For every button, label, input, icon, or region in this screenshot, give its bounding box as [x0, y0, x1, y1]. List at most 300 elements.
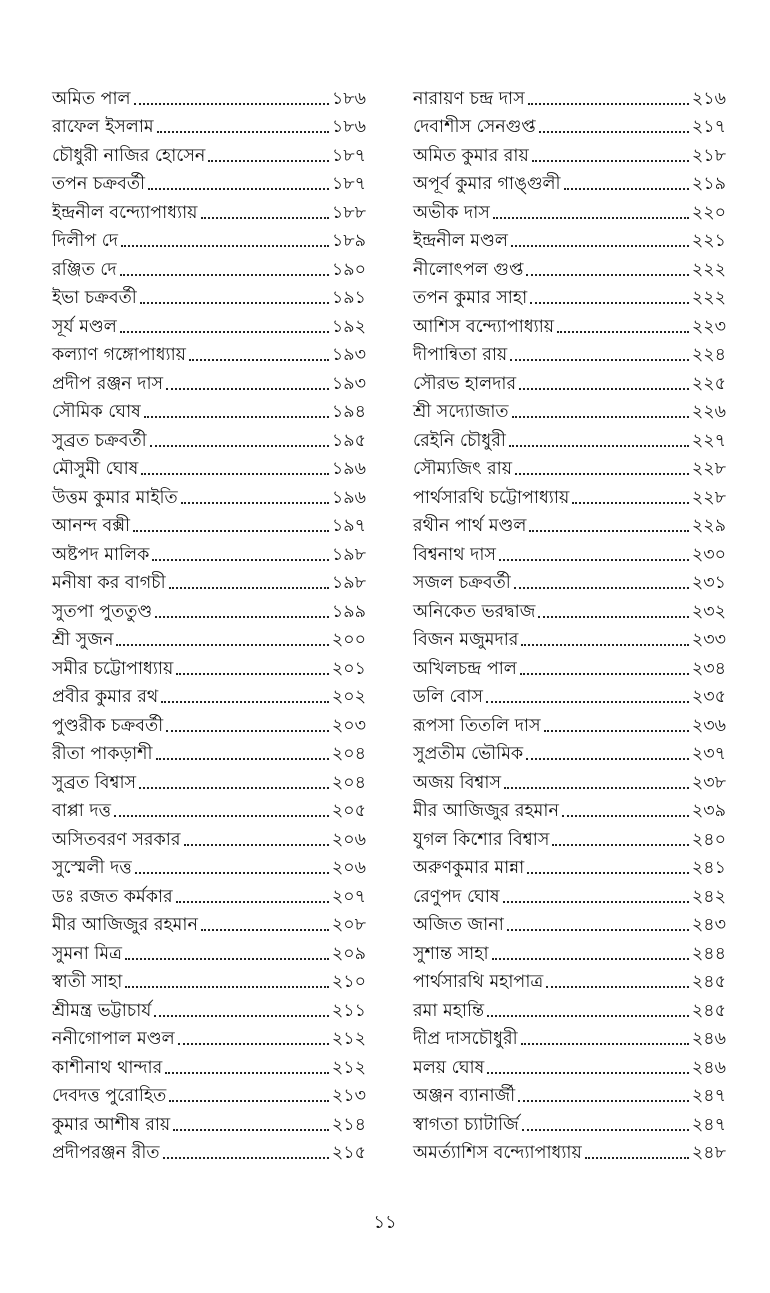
index-entry	[52, 338, 366, 367]
dot-leader	[515, 473, 689, 475]
author-name: সুস্মেলী দত্ত	[52, 858, 132, 878]
entry-page-number: ২১৭	[691, 117, 726, 137]
author-name: আনন্দ বক্সী	[52, 516, 131, 536]
index-entry	[52, 993, 366, 1022]
dot-leader	[572, 502, 689, 504]
author-name: অখিলচন্দ্র পাল	[413, 658, 517, 679]
entry-page-number: ২৩০	[691, 544, 726, 565]
author-name: অজিত জানা	[413, 915, 504, 935]
dot-leader	[526, 274, 689, 276]
entry-page-number: ২৩৯	[691, 801, 726, 821]
dot-leader	[201, 929, 329, 931]
dot-leader	[503, 901, 689, 903]
dot-leader	[165, 1072, 329, 1074]
entry-page-number: ১৯৫	[331, 430, 366, 451]
index-entry	[52, 224, 366, 253]
index-entry	[52, 936, 366, 965]
author-name: পার্থসারথি চট্টোপাধ্যায়	[413, 487, 570, 508]
author-name: তপন কুমার সাহা	[413, 288, 528, 308]
dot-leader	[176, 901, 329, 903]
entry-page-number: ২২২	[691, 288, 726, 308]
index-entry	[52, 908, 366, 937]
index-entry	[52, 566, 366, 595]
index-entry	[413, 1107, 726, 1136]
entry-page-number: ২৪৫	[691, 972, 726, 992]
dot-leader	[492, 958, 689, 960]
entry-page-number: ২৩৩	[691, 630, 726, 650]
index-entry	[413, 993, 726, 1022]
author-name: দীপান্বিতা রায়	[413, 345, 508, 365]
dot-leader	[514, 587, 689, 589]
author-name: ইভা চক্রবর্তী	[52, 288, 137, 308]
entry-page-number: ২২১	[691, 231, 726, 251]
author-name: শ্রী সুজন	[52, 630, 114, 650]
author-name: অমর্ত্যাশিস বন্দ্যোপাধ্যায়	[413, 1143, 582, 1163]
entry-page-number: ১৯৭	[331, 516, 366, 536]
author-name: কুমার আশীষ রায়	[52, 1114, 171, 1135]
dot-leader	[189, 359, 329, 361]
author-name: অজয় বিশ্বাস	[413, 772, 502, 793]
author-name: সুব্রত চক্রবর্তী	[52, 430, 147, 451]
index-entry	[413, 965, 726, 994]
dot-leader	[121, 245, 329, 247]
author-name: চৌধুরী নাজির হোসেন	[52, 145, 206, 166]
entry-page-number: ১৯৩	[331, 345, 366, 365]
index-entry	[413, 794, 726, 823]
index-entry	[52, 765, 366, 794]
author-name: অপূর্ব কুমার গাঙ্গুলী	[413, 174, 561, 194]
index-entry	[413, 651, 726, 680]
dot-leader	[166, 730, 329, 732]
index-entry	[52, 509, 366, 538]
author-name: রাফেল ইসলাম	[52, 117, 154, 137]
entry-page-number: ২৪০	[691, 829, 726, 850]
dot-leader	[510, 359, 689, 361]
author-name: নীলোৎপল গুপ্ত	[413, 259, 524, 280]
index-entry	[52, 309, 366, 338]
index-entry	[52, 252, 366, 281]
author-name: পুণ্ডরীক চক্রবর্তী	[52, 715, 164, 736]
dot-leader	[157, 131, 329, 133]
dot-leader	[487, 1015, 689, 1017]
entry-page-number: ২২০	[691, 202, 726, 223]
entry-page-number: ২২২	[691, 259, 726, 280]
dot-leader	[557, 331, 689, 333]
index-entry	[413, 1079, 726, 1108]
index-entry	[52, 737, 366, 766]
index-entry	[52, 594, 366, 623]
entry-page-number: ২০০	[331, 630, 366, 650]
author-name: দেবাশীস সেনগুপ্ত	[413, 117, 536, 137]
index-entry	[413, 851, 726, 880]
dot-leader	[539, 131, 689, 133]
index-entry	[413, 1136, 726, 1165]
index-entry	[413, 936, 726, 965]
dot-leader	[564, 188, 689, 190]
author-name: আশিস বন্দ্যোপাধ্যায়	[413, 316, 555, 337]
index-entry	[52, 1022, 366, 1051]
entry-page-number: ২০৫	[331, 801, 366, 821]
dot-leader	[585, 1157, 689, 1159]
index-entry	[52, 851, 366, 880]
entry-page-number: ২৪৬	[691, 1057, 726, 1078]
dot-leader	[522, 1129, 689, 1131]
entry-page-number: ১৯৬	[331, 487, 366, 508]
index-entry	[413, 1050, 726, 1079]
index-entry	[413, 281, 726, 310]
entry-page-number: ২২৬	[691, 402, 726, 422]
index-entry	[52, 395, 366, 424]
dot-leader	[532, 160, 689, 162]
index-entry	[52, 879, 366, 908]
entry-page-number: ১৮৬	[331, 117, 366, 137]
author-name: প্রবীর কুমার রথ	[52, 687, 159, 707]
author-name: সুমনা মিত্র	[52, 943, 122, 964]
entry-page-number: ২২৮	[691, 487, 726, 508]
author-name: ডলি বোস	[413, 687, 483, 707]
dot-leader	[125, 958, 329, 960]
entry-page-number: ২০৮	[331, 915, 366, 935]
dot-leader	[509, 445, 689, 447]
index-entry	[52, 680, 366, 709]
dot-leader	[529, 530, 688, 532]
index-entry	[413, 765, 726, 794]
author-name: স্বাগতা চ্যাটার্জি	[413, 1114, 519, 1135]
dot-leader	[140, 302, 329, 304]
author-name: ডঃ রজত কর্মকার	[52, 886, 173, 907]
index-entry	[413, 594, 726, 623]
entry-page-number: ২৪৩	[691, 915, 726, 935]
entry-page-number: ২৪২	[691, 886, 726, 907]
entry-page-number: ২১১	[331, 1000, 366, 1021]
entry-page-number: ১৮৭	[331, 145, 366, 166]
entry-page-number: ২৪৭	[691, 1086, 726, 1106]
index-entry	[413, 81, 726, 110]
entry-page-number: ১৮৭	[331, 174, 366, 194]
dot-leader	[526, 758, 689, 760]
author-name: রথীন পার্থ মণ্ডল	[413, 516, 527, 536]
author-name: সুপ্রতীম ভৌমিক	[413, 744, 524, 764]
author-name: অমিত পাল	[52, 88, 131, 109]
index-entry	[52, 1107, 366, 1136]
index-entry	[52, 708, 366, 737]
author-name: ননীগোপাল মণ্ডল	[52, 1029, 175, 1049]
dot-leader	[504, 787, 689, 789]
entry-page-number: ২২৮	[691, 459, 726, 479]
dot-leader	[148, 188, 329, 190]
dot-leader	[169, 1100, 329, 1102]
entry-page-number: ২৪৮	[691, 1143, 726, 1163]
dot-leader	[544, 730, 689, 732]
dot-leader	[521, 644, 688, 646]
entry-page-number: ২৩৮	[691, 772, 726, 793]
dot-leader	[552, 844, 688, 846]
entry-page-number: ১৮৯	[331, 231, 366, 251]
author-name: কাশীনাথ থান্দার	[52, 1057, 163, 1078]
dot-leader	[487, 1072, 689, 1074]
author-name: অঞ্জন ব্যানার্জী	[413, 1086, 516, 1106]
dot-leader	[178, 1043, 329, 1045]
entry-page-number: ২০১	[331, 658, 366, 679]
author-name: শ্রীমন্ত্র ভট্টাচার্য	[52, 1000, 152, 1021]
author-name: সুব্রত বিশ্বাস	[52, 772, 137, 793]
index-entry	[413, 338, 726, 367]
index-entry	[52, 195, 366, 224]
dot-leader	[173, 1129, 329, 1131]
entry-page-number: ১৯৪	[331, 402, 366, 422]
author-name: দিলীপ দে	[52, 231, 118, 251]
index-entry	[52, 81, 366, 110]
author-name: বিশ্বনাথ দাস	[413, 544, 496, 565]
entry-page-number: ২০৪	[331, 772, 366, 793]
author-name: মীর আজিজুর রহমান	[52, 915, 198, 935]
author-name: রীতা পাকড়াশী	[52, 744, 153, 764]
index-entry	[413, 195, 726, 224]
entry-page-number: ১৯২	[331, 316, 366, 337]
dot-leader	[511, 245, 689, 247]
index-entry	[413, 537, 726, 566]
dot-leader	[120, 331, 329, 333]
index-entry	[52, 623, 366, 652]
dot-leader	[156, 758, 329, 760]
dot-leader	[134, 103, 329, 105]
index-entry	[413, 366, 726, 395]
dot-leader	[116, 644, 328, 646]
author-name: মৌসুমী ঘোষ	[52, 459, 139, 479]
page-number: ১১	[373, 1212, 397, 1233]
entry-page-number: ২৪৭	[691, 1114, 726, 1135]
entry-page-number: ২৪৫	[691, 1000, 726, 1021]
entry-page-number: ২০৭	[331, 886, 366, 907]
dot-leader	[114, 815, 329, 817]
author-name: দেবদত্ত পুরোহিত	[52, 1086, 167, 1106]
index-entry	[52, 965, 366, 994]
dot-leader	[562, 815, 689, 817]
author-name: ইন্দ্রনীল মণ্ডল	[413, 231, 508, 251]
index-entry	[52, 110, 366, 139]
index-entry	[413, 908, 726, 937]
entry-page-number: ১৯৩	[331, 373, 366, 394]
dot-leader	[507, 929, 689, 931]
author-name: রেণুপদ ঘোষ	[413, 886, 500, 907]
entry-page-number: ২৩১	[691, 573, 726, 593]
entry-page-number: ২৪৪	[691, 943, 726, 964]
index-column-left	[52, 81, 366, 1164]
dot-leader	[161, 701, 329, 703]
entry-page-number: ২৩২	[691, 601, 726, 622]
index-entry	[52, 537, 366, 566]
author-name: সমীর চট্টোপাধ্যায়	[52, 658, 174, 679]
dot-leader	[538, 616, 688, 618]
author-name: রেইনি চৌধুরী	[413, 430, 506, 451]
author-name: সৌম্যজিৎ রায়	[413, 459, 513, 479]
entry-page-number: ২১৮	[691, 145, 726, 166]
dot-leader	[135, 872, 329, 874]
dot-leader	[133, 530, 329, 532]
entry-page-number: ১৯১	[331, 288, 366, 308]
author-name: শ্রী সদ্যোজাত	[413, 402, 509, 422]
dot-leader	[139, 787, 329, 789]
index-entry	[413, 822, 726, 851]
entry-page-number: ২২৩	[691, 316, 726, 337]
index-entry	[413, 680, 726, 709]
entry-page-number: ২৩৫	[691, 687, 726, 707]
dot-leader	[152, 559, 329, 561]
dot-leader	[163, 1157, 329, 1159]
entry-page-number: ২০৯	[331, 943, 366, 964]
dot-leader	[520, 673, 689, 675]
index-entry	[52, 452, 366, 481]
index-entry	[52, 1079, 366, 1108]
entry-page-number: ২৪১	[691, 858, 726, 878]
author-name: বাপ্পা দত্ত	[52, 801, 112, 821]
dot-leader	[528, 103, 689, 105]
index-entry	[413, 252, 726, 281]
index-entry	[413, 737, 726, 766]
index-entry	[413, 110, 726, 139]
dot-leader	[176, 673, 329, 675]
entry-page-number: ২১২	[331, 1057, 366, 1078]
index-entry	[413, 395, 726, 424]
index-entry	[52, 138, 366, 167]
author-name: সজল চক্রবর্তী	[413, 573, 511, 593]
index-entry	[413, 623, 726, 652]
author-name: উত্তম কুমার মাইতি	[52, 487, 178, 508]
index-entry	[413, 423, 726, 452]
entry-page-number: ২০২	[331, 687, 366, 707]
author-name: বিজন মজুমদার	[413, 630, 519, 650]
entry-page-number: ২৩৭	[691, 744, 726, 764]
dot-leader	[150, 445, 329, 447]
entry-page-number: ১৮৮	[331, 202, 366, 223]
dot-leader	[493, 217, 689, 219]
author-name: সূর্য মণ্ডল	[52, 316, 117, 337]
dot-leader	[546, 986, 689, 988]
index-entry	[52, 651, 366, 680]
index-entry	[413, 452, 726, 481]
dot-leader	[527, 872, 689, 874]
dot-leader	[521, 1043, 689, 1045]
index-entry	[413, 879, 726, 908]
dot-leader	[144, 416, 329, 418]
author-name: সৌমিক ঘোষ	[52, 402, 141, 422]
index-entry	[52, 281, 366, 310]
index-entry	[413, 509, 726, 538]
entry-page-number: ২১০	[331, 972, 366, 992]
entry-page-number: ২০৩	[331, 715, 366, 736]
entry-page-number: ২১৫	[331, 1143, 366, 1163]
entry-page-number: ১৯৮	[331, 573, 366, 593]
dot-leader	[518, 1100, 689, 1102]
entry-page-number: ২২৪	[691, 345, 726, 365]
entry-page-number: ২১৬	[691, 88, 726, 109]
dot-leader	[530, 302, 689, 304]
entry-page-number: ১৯৯	[331, 601, 366, 622]
author-name: রঞ্জিত দে	[52, 259, 117, 280]
author-name: সুশান্ত সাহা	[413, 943, 489, 964]
index-entry	[52, 423, 366, 452]
dot-leader	[201, 217, 329, 219]
index-entry	[413, 1022, 726, 1051]
author-name: অভীক দাস	[413, 202, 490, 223]
author-name: অরুণকুমার মান্না	[413, 858, 525, 878]
entry-page-number: ২১৩	[331, 1086, 366, 1106]
author-name: অমিত কুমার রায়	[413, 145, 529, 166]
author-name: অসিতবরণ সরকার	[52, 829, 181, 850]
index-entry	[413, 167, 726, 196]
index-entry	[52, 822, 366, 851]
author-name: নারায়ণ চন্দ্র দাস	[413, 88, 525, 109]
entry-page-number: ২২৯	[691, 516, 726, 536]
author-name: দীপ্র দাসচৌধুরী	[413, 1029, 518, 1049]
dot-leader	[499, 559, 689, 561]
index-entry	[413, 224, 726, 253]
entry-page-number: ২৩৪	[691, 658, 726, 679]
dot-leader	[184, 844, 329, 846]
dot-leader	[166, 388, 329, 390]
dot-leader	[169, 587, 329, 589]
index-entry	[52, 794, 366, 823]
author-name: সৌরভ হালদার	[413, 373, 517, 394]
dot-leader	[154, 1015, 329, 1017]
author-name: রমা মহান্তি	[413, 1000, 485, 1021]
author-name: সুতপা পুততুণ্ড	[52, 601, 153, 622]
author-name: ইন্দ্রনীল বন্দ্যোপাধ্যায়	[52, 202, 198, 223]
entry-page-number: ২০৬	[331, 829, 366, 850]
entry-page-number: ২৩৬	[691, 715, 726, 736]
author-name: মনীষা কর বাগচী	[52, 573, 166, 593]
entry-page-number: ২০৪	[331, 744, 366, 764]
author-name: তপন চক্রবর্তী	[52, 174, 145, 194]
author-name: মীর আজিজুর রহমান	[413, 801, 559, 821]
index-entry	[52, 366, 366, 395]
index-entry	[413, 480, 726, 509]
dot-leader	[519, 388, 689, 390]
index-entry	[52, 1136, 366, 1165]
entry-page-number: ১৯০	[331, 259, 366, 280]
index-entry	[413, 566, 726, 595]
dot-leader	[120, 274, 329, 276]
entry-page-number: ১৯৬	[331, 459, 366, 479]
dot-leader	[512, 416, 689, 418]
entry-page-number: ২০৬	[331, 858, 366, 878]
entry-page-number: ১৮৬	[331, 88, 366, 109]
author-name: প্রদীপ রঞ্জন দাস	[52, 373, 164, 394]
dot-leader	[141, 473, 329, 475]
entry-page-number: ২২৫	[691, 373, 726, 394]
author-name: অনিকেত ভরদ্বাজ	[413, 601, 536, 622]
author-name: স্বাতী সাহা	[52, 972, 123, 992]
entry-page-number: ২১৯	[691, 174, 726, 194]
author-name: রূপসা তিতলি দাস	[413, 715, 541, 736]
author-name: প্রদীপরঞ্জন রীত	[52, 1143, 160, 1163]
entry-page-number: ২২৭	[691, 430, 726, 451]
author-name: যুগল কিশোর বিশ্বাস	[413, 829, 550, 850]
author-name: কল্যাণ গঙ্গোপাধ্যায়	[52, 345, 186, 365]
dot-leader	[208, 160, 329, 162]
index-entry	[413, 309, 726, 338]
dot-leader	[125, 986, 329, 988]
entry-page-number: ১৯৮	[331, 544, 366, 565]
index-entry	[413, 708, 726, 737]
entry-page-number: ২১২	[331, 1029, 366, 1049]
author-name: পার্থসারথি মহাপাত্র	[413, 972, 544, 992]
index-entry	[52, 480, 366, 509]
index-entry	[52, 167, 366, 196]
index-entry	[52, 1050, 366, 1079]
dot-leader	[181, 502, 329, 504]
dot-leader	[155, 616, 329, 618]
